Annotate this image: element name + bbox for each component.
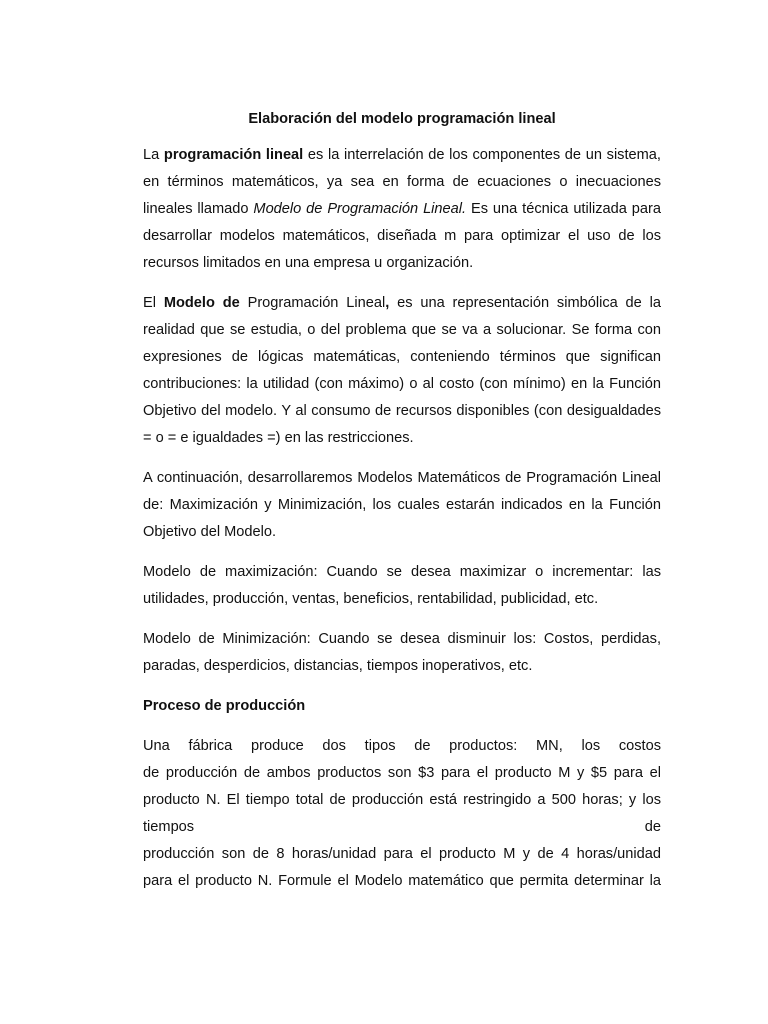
p2-bold-term: Modelo de	[163, 295, 240, 311]
paragraph-definition	[143, 142, 661, 277]
paragraph-continuation: A continuación, desarrollaremos Modelos Matemáticos de Programación Lineal de: Maximización y Minimización, los cuales estarán indicados en la Función Objetivo del Modelo.	[143, 470, 661, 540]
problem-line-4	[143, 814, 661, 841]
p1-bold-term: programación lineal	[163, 147, 304, 163]
p1-text-a: La	[143, 147, 164, 163]
problem-line-2: de producción de ambos productos son $3 para el producto M y $5 para el	[143, 765, 661, 781]
problem-line-4-left: tiempos	[143, 819, 195, 835]
paragraph-production-problem	[143, 733, 661, 895]
paragraph-minimization: Modelo de Minimización: Cuando se desea disminuir los: Costos, perdidas, paradas, desperdicios, distancias, tiempos inoperativos, etc.	[143, 631, 661, 674]
problem-line-5: producción son de 8 horas/unidad para el producto M y de 4 horas/unidad	[143, 846, 661, 862]
p2-text-a: El	[143, 295, 164, 311]
problem-line-4-right: de	[644, 819, 661, 835]
problem-line-1: Una fábrica produce dos tipos de productos: MN, los costos	[143, 738, 661, 754]
paragraph-model	[143, 290, 661, 452]
p2-bold-comma: ,	[385, 295, 390, 311]
p1-italic-term: Modelo de Programación Lineal.	[253, 201, 467, 217]
problem-line-3: producto N. El tiempo total de producción está restringido a 500 horas; y los	[143, 792, 661, 808]
p1-text-e: Es una técnica utilizada para desarrollar modelos matemáticos, diseñada m para optimizar el uso de los recursos limitados en una empresa u organización.	[143, 201, 661, 271]
p2-text-c: Programación Lineal	[239, 295, 386, 311]
paragraph-maximization: Modelo de maximización: Cuando se desea maximizar o incrementar: las utilidades, producción, ventas, beneficios, rentabilidad, publicidad, etc.	[143, 564, 661, 607]
document-page	[143, 106, 661, 908]
problem-line-6: para el producto N. Formule el Modelo matemático que permita determinar la	[143, 873, 661, 889]
section-heading: Proceso de producción	[143, 698, 306, 714]
p2-text-e: es una representación simbólica de la realidad que se estudia, o del problema que se va a solucionar. Se forma con expresiones de lógicas matemáticas, conteniendo términos que significan contribuciones: la utilidad (con máximo) o al costo (con mínimo) en la Función Objetivo del modelo. Y al consumo de recursos disponibles (con desigualdades = o = e igualdades =) en las restricciones.	[143, 295, 661, 446]
document-title: Elaboración del modelo programación lineal	[248, 111, 556, 127]
p1-text-c: es la interrelación de los componentes de un sistema, en términos matemáticos, ya sea en forma de ecuaciones o inecuaciones lineales llamado	[143, 147, 661, 217]
